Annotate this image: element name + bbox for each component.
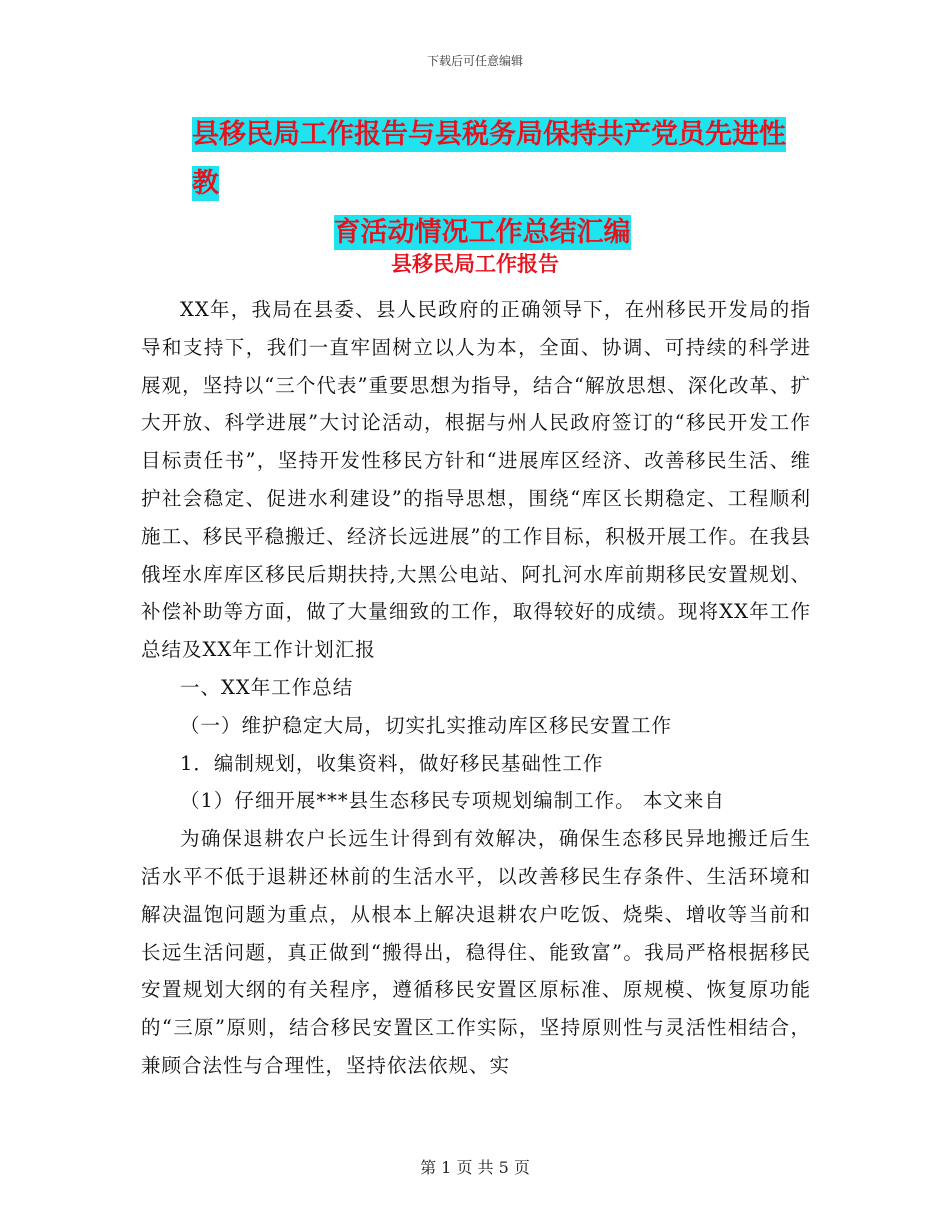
page-number: 第 1 页 共 5 页 bbox=[420, 1158, 530, 1177]
heading-level-2: （一）维护稳定大局，切实扎实推动库区移民安置工作 bbox=[180, 713, 673, 737]
document-body bbox=[141, 291, 811, 1085]
title-line-2: 育活动情况工作总结汇编 bbox=[333, 217, 631, 248]
header-note: 下载后可任意编辑 bbox=[426, 54, 523, 68]
heading-level-3: 1．编制规划，收集资料，做好移民基础性工作 bbox=[180, 751, 604, 775]
section-title: 县移民局工作报告 bbox=[391, 252, 559, 276]
heading-level-4: （1）仔细开展***县生态移民专项规划编制工作。 本文来自 bbox=[180, 789, 725, 813]
paragraph-body: 为确保退耕农户长远生计得到有效解决，确保生态移民异地搬迁后生活水平不低于退耕还林前的生活水平，以改善移民生存条件、生活环境和解决温饱问题为重点，从根本上解决退耕农户吃饭、烧柴、增收等当前和长远生活问题，真正做到“搬得出，稳得住、能致富”。我局严格根据移民安置规划大纲的有关程序，遵循移民安置区原标准、原规模、恢复原功能的“三原”原则，结合移民安置区工作实际，坚持原则性与灵活性相结合，兼顾合法性与合理性，坚持依法依规、实 bbox=[141, 827, 811, 1077]
title-line-1: 县移民局工作报告与县税务局保持共产党员先进性教 bbox=[192, 119, 786, 199]
paragraph-intro: XX年，我局在县委、县人民政府的正确领导下，在州移民开发局的指导和支持下，我们一直牢固树立以人为本，全面、协调、可持续的科学进展观，坚持以“三个代表”重要思想为指导，结合“解放思想、深化改革、扩大开放、科学进展”大讨论活动，根据与州人民政府签订的“移民开发工作目标责任书”，坚持开发性移民方针和“进展库区经济、改善移民生活、维护社会稳定、促进水利建设”的指导思想，围绕“库区长期稳定、工程顺利施工、移民平稳搬迁、经济长远进展”的工作目标，积极开展工作。在我县俄垤水库库区移民后期扶持,大黑公电站、阿扎河水库前期移民安置规划、补偿补助等方面，做了大量细致的工作，取得较好的成绩。现将XX年工作总结及XX年工作计划汇报 bbox=[141, 298, 811, 662]
document-title bbox=[192, 110, 812, 257]
heading-level-1: 一、XX年工作总结 bbox=[180, 675, 354, 699]
